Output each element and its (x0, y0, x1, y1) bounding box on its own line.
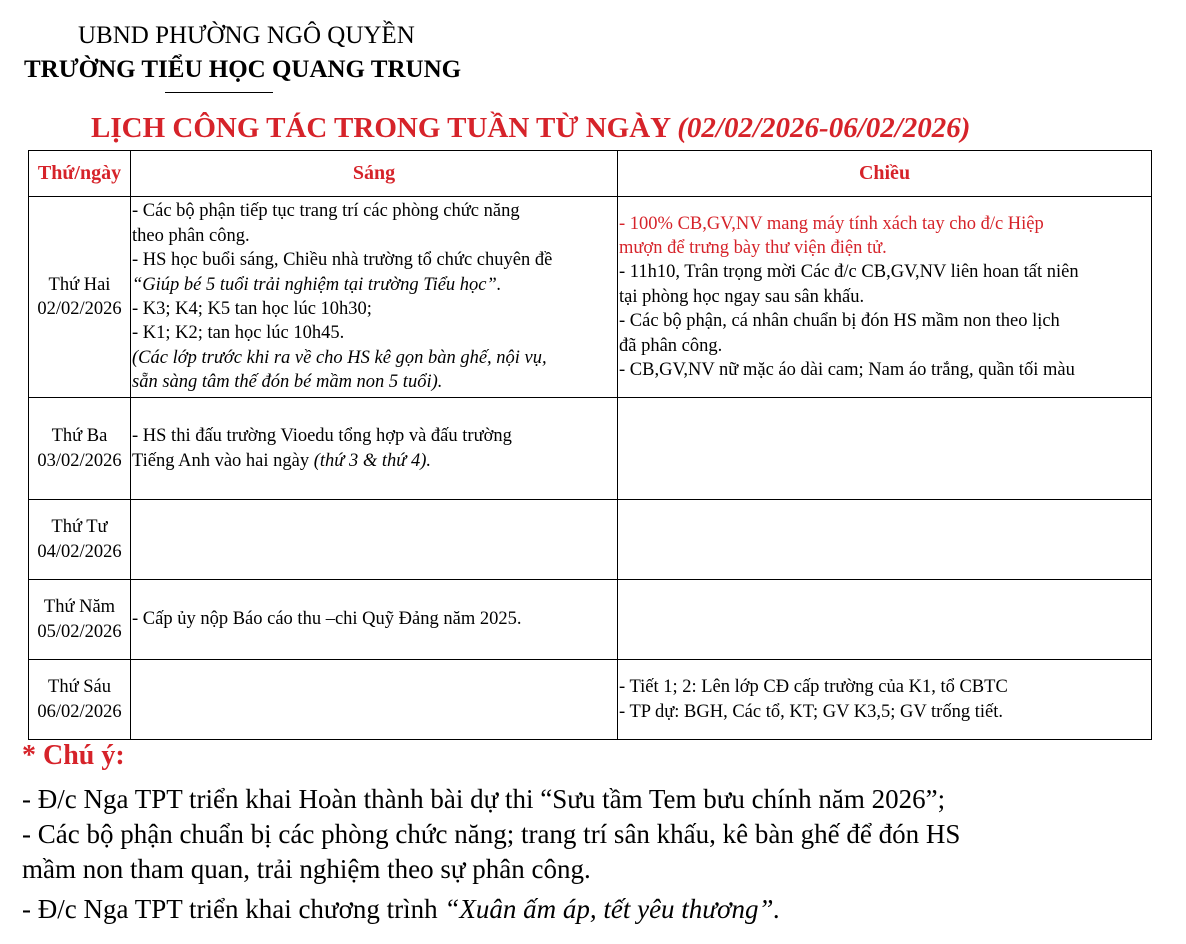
col-header-afternoon: Chiều (618, 151, 1152, 197)
cell-line: - Các bộ phận, cá nhân chuẩn bị đón HS mầm non theo lịch (619, 311, 1060, 332)
morning-cell (131, 398, 618, 500)
cell-line: đã phân công. (619, 335, 723, 356)
table-row (29, 660, 1152, 740)
afternoon-cell (618, 398, 1152, 500)
afternoon-cell (618, 500, 1152, 580)
morning-cell (131, 500, 618, 580)
cell-line: - Cấp ủy nộp Báo cáo thu –chi Quỹ Đảng năm 2025. (132, 609, 522, 630)
cell-line: (Các lớp trước khi ra về cho HS kê gọn bàn ghế, nội vụ, (132, 347, 547, 368)
col-header-day: Thứ/ngày (29, 151, 131, 197)
notes-title: * Chú ý: (22, 740, 125, 771)
day-name: Thứ Năm (43, 597, 116, 618)
cell-text: Tiếng Anh vào hai ngày (132, 450, 314, 471)
org-name-ward: UBND PHƯỜNG NGÔ QUYỀN (78, 22, 415, 49)
day-cell (29, 660, 131, 740)
cell-line: - Các bộ phận tiếp tục trang trí các phòng chức năng (132, 201, 520, 222)
cell-line: tại phòng học ngay sau sân khấu. (619, 286, 865, 307)
cell-line: - 100% CB,GV,NV mang máy tính xách tay cho đ/c Hiệp (619, 213, 1044, 234)
cell-line: - K1; K2; tan học lúc 10h45. (132, 323, 345, 344)
table-row (29, 580, 1152, 660)
morning-cell (131, 660, 618, 740)
cell-line: - HS thi đấu trường Vioedu tổng hợp và đấu trường (132, 426, 512, 447)
day-cell (29, 580, 131, 660)
org-name-school: TRƯỜNG TIỂU HỌC QUANG TRUNG (24, 56, 462, 83)
cell-line: theo phân công. (132, 225, 250, 246)
day-name: Thứ Sáu (48, 677, 111, 698)
note-line (22, 892, 1172, 927)
note-text: - Đ/c Nga TPT triển khai chương trình (22, 894, 445, 924)
cell-line: “Giúp bé 5 tuổi trải nghiệm tại trường Tiểu học”. (132, 274, 502, 295)
cell-line: - K3; K4; K5 tan học lúc 10h30; (132, 299, 372, 319)
note-text-italic: “Xuân ấm áp, tết yêu thương”. (444, 894, 781, 924)
cell-line: - Tiết 1; 2: Lên lớp CĐ cấp trường của K1, tổ CBTC (619, 677, 1008, 698)
day-name: Thứ Tư (51, 517, 108, 538)
cell-line: - HS học buổi sáng, Chiều nhà trường tổ chức chuyên đề (132, 250, 553, 271)
col-header-morning: Sáng (131, 151, 618, 197)
cell-line (132, 449, 616, 473)
day-cell (29, 197, 131, 398)
header-divider (165, 92, 273, 93)
day-date: 06/02/2026 (37, 701, 122, 722)
cell-text-italic: (thứ 3 & thứ 4). (313, 450, 432, 471)
note-line: - Đ/c Nga TPT triển khai Hoàn thành bài dự thi “Sưu tầm Tem bưu chính năm 2026”; (22, 784, 946, 814)
morning-cell (131, 197, 618, 398)
table-header-row (29, 151, 1152, 197)
note-line: - Các bộ phận chuẩn bị các phòng chức năng; trang trí sân khấu, kê bàn ghế để đón HS (22, 819, 961, 849)
day-cell (29, 500, 131, 580)
cell-line: - CB,GV,NV nữ mặc áo dài cam; Nam áo trắng, quần tối màu (619, 360, 1075, 381)
table-row (29, 398, 1152, 500)
day-date: 02/02/2026 (37, 299, 122, 319)
morning-cell (131, 580, 618, 660)
cell-line: - 11h10, Trân trọng mời Các đ/c CB,GV,NV liên hoan tất niên (619, 262, 1079, 283)
day-name: Thứ Hai (48, 274, 111, 295)
afternoon-cell (618, 197, 1152, 398)
day-name: Thứ Ba (51, 426, 108, 447)
cell-line: mượn để trưng bày thư viện điện tử. (619, 237, 887, 258)
cell-line: - TP dự: BGH, Các tổ, KT; GV K3,5; GV trống tiết. (619, 701, 1003, 722)
day-date: 05/02/2026 (37, 621, 122, 642)
afternoon-cell (618, 660, 1152, 740)
table-row (29, 197, 1152, 398)
page-title (91, 112, 970, 145)
cell-line: sẵn sàng tâm thế đón bé mầm non 5 tuổi). (132, 372, 443, 393)
afternoon-cell (618, 580, 1152, 660)
title-prefix: LỊCH CÔNG TÁC TRONG TUẦN TỪ NGÀY (91, 112, 678, 144)
day-date: 04/02/2026 (37, 541, 122, 562)
table-row (29, 500, 1152, 580)
title-period: (02/02/2026-06/02/2026) (677, 112, 971, 144)
day-date: 03/02/2026 (37, 450, 122, 471)
day-cell (29, 398, 131, 500)
schedule-table (28, 150, 1152, 740)
note-line: mầm non tham quan, trải nghiệm theo sự phân công. (22, 854, 591, 884)
